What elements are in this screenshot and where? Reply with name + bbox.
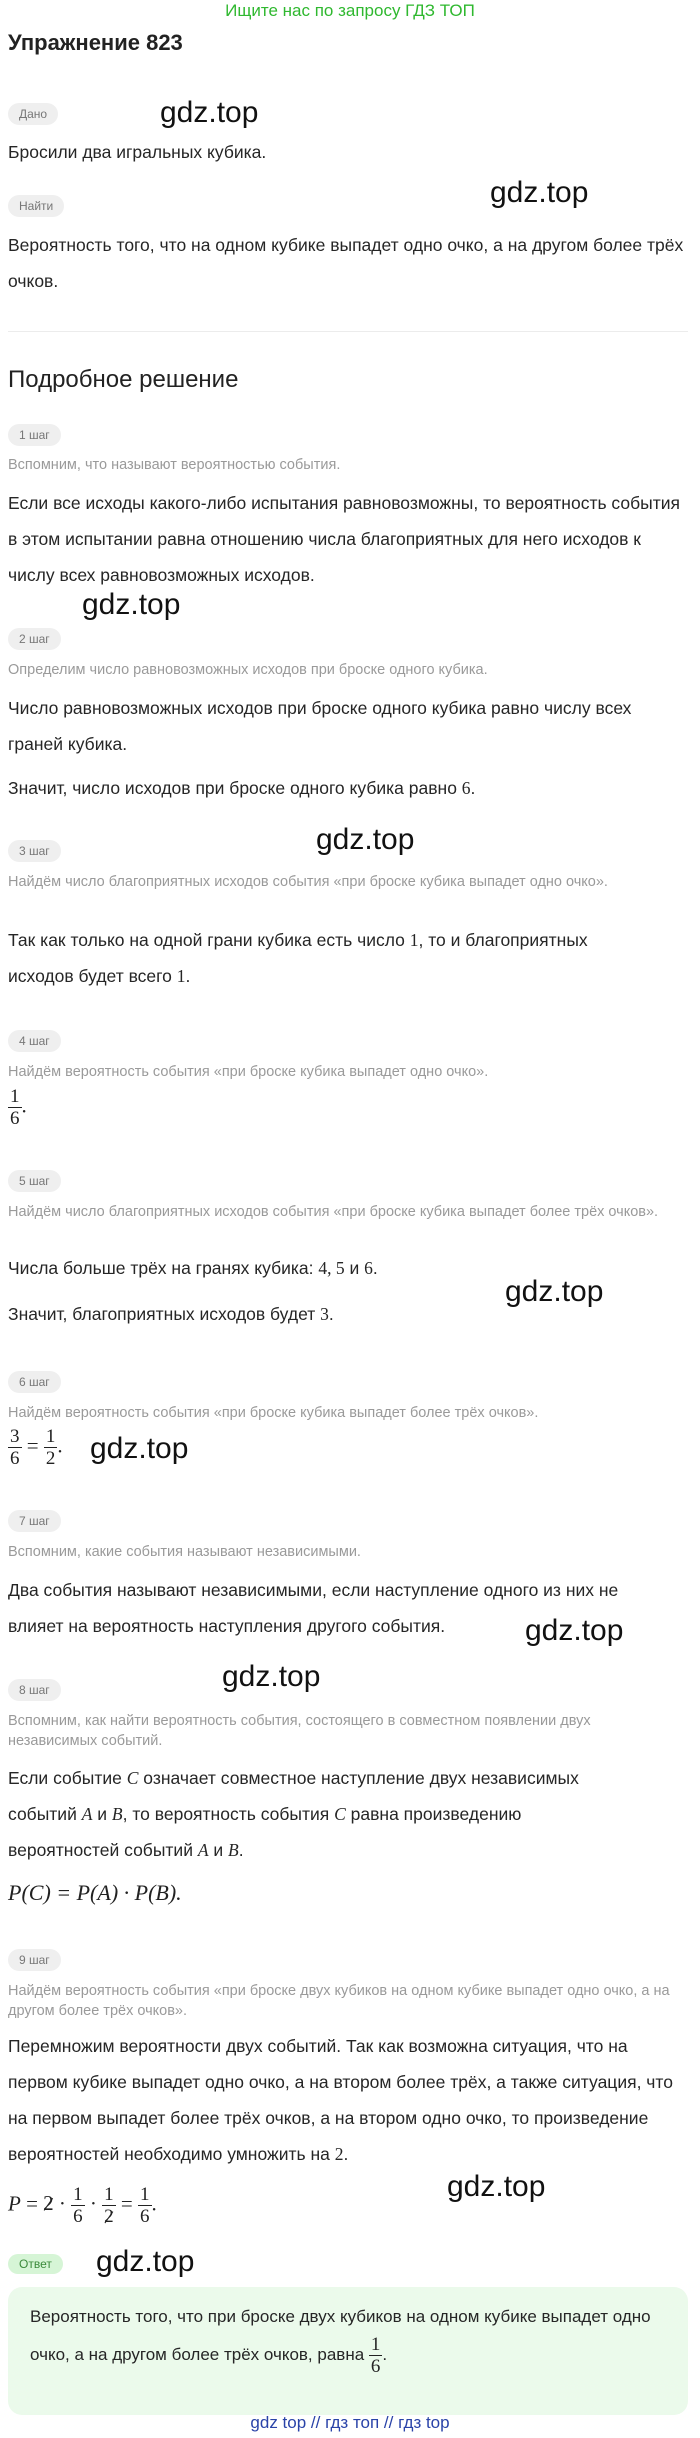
exercise-title: Упражнение 823 bbox=[8, 30, 183, 55]
step-chip: 7 шаг bbox=[8, 1510, 61, 1532]
step-text: Числа больше трёх на гранях кубика: 4, 5 и 6. bbox=[8, 1258, 378, 1278]
fraction: $\frac{1}{6}$ bbox=[10, 1086, 20, 1129]
step-hint: Найдём вероятность события «при броске кубика выпадет одно очко». bbox=[8, 1064, 489, 1080]
find-text: Вероятность того, что на одном кубике выпадет одно очко, а на другом более трёх очков. bbox=[8, 235, 684, 291]
step-chip: 3 шаг bbox=[8, 840, 61, 862]
step-formula: $\frac{3}{6}$ = $\frac{1}{2}$ . bbox=[10, 1426, 63, 1469]
step-hint: Определим число равновозможных исходов при броске одного кубика. bbox=[8, 662, 488, 678]
watermark: gdz.top bbox=[222, 1660, 321, 1693]
step-chip: 2 шаг bbox=[8, 628, 61, 650]
step-text: Так как только на одной грани кубика есть число 1, то и благоприятных исходов будет всего 1. bbox=[8, 930, 588, 986]
step-text: Два события называют независимыми, если наступление одного из них не влияет на вероятность наступления другого события. bbox=[8, 1580, 619, 1636]
step-hint: Вспомним, как найти вероятность события, состоящего в совместном появлении двух независимых событий. bbox=[8, 1713, 591, 1749]
watermark: gdz.top bbox=[505, 1275, 604, 1308]
step-text: Если событие C означает совместное наступление двух независимых событий A и B, то вероятность события C равна произведению вероятностей событий A и B. bbox=[8, 1768, 579, 1860]
watermark: gdz.top bbox=[525, 1614, 624, 1647]
fraction: $\frac{1}{2}$ bbox=[45, 1426, 56, 1469]
product-formula: P(C) = P(A) · P(B). bbox=[8, 1880, 182, 1905]
watermark: gdz.top bbox=[90, 1432, 189, 1465]
step-chip: 6 шаг bbox=[8, 1371, 61, 1393]
fraction: $\frac{1}{2}$ bbox=[104, 2184, 114, 2227]
step-hint: Вспомним, какие события называют независимыми. bbox=[8, 1544, 361, 1560]
step-formula: $\frac{1}{6}$ . bbox=[10, 1086, 27, 1129]
step-chip: 8 шаг bbox=[8, 1679, 61, 1701]
watermark: gdz.top bbox=[447, 2170, 546, 2203]
top-banner[interactable]: Ищите нас по запросу ГДЗ ТОП bbox=[225, 1, 475, 20]
solution-title: Подробное решение bbox=[8, 366, 239, 393]
step-hint: Вспомним, что называют вероятностью события. bbox=[8, 457, 341, 473]
step-text: Значит, благоприятных исходов будет 3. bbox=[8, 1304, 334, 1324]
step-text: Если все исходы какого-либо испытания равновозможны, то вероятность события в этом испытании равна отношению числа благоприятных для него исходов к числу всех равновозможных исходов. bbox=[8, 493, 680, 585]
find-chip: Найти bbox=[8, 195, 64, 217]
step-chip: 9 шаг bbox=[8, 1949, 61, 1971]
watermark: gdz.top bbox=[96, 2245, 195, 2278]
fraction: $\frac{1}{6}$ bbox=[140, 2184, 150, 2227]
step-chip: 5 шаг bbox=[8, 1170, 61, 1192]
fraction: $\frac{3}{6}$ bbox=[10, 1426, 20, 1469]
given-chip: Дано bbox=[8, 103, 58, 125]
fraction: $\frac{1}{6}$ bbox=[73, 2184, 83, 2227]
answer-box bbox=[8, 2287, 688, 2415]
step-hint: Найдём число благоприятных исходов события «при броске кубика выпадет одно очко». bbox=[8, 874, 608, 890]
step-hint: Найдём число благоприятных исходов события «при броске кубика выпадет более трёх очков». bbox=[8, 1204, 659, 1220]
final-formula: P = 2 · $\frac{1}{6}$ · $\frac{1}{2}$ = $\frac{1}{6}$ . bbox=[8, 2184, 157, 2227]
watermark: gdz.top bbox=[160, 96, 259, 129]
answer-chip: Ответ bbox=[8, 2254, 63, 2274]
watermark: gdz.top bbox=[316, 823, 415, 856]
step-text: Значит, число исходов при броске одного кубика равно 6. bbox=[8, 778, 476, 798]
given-text: Бросили два игральных кубика. bbox=[8, 142, 267, 162]
fraction: $\frac{1}{6}$ bbox=[370, 2334, 381, 2377]
watermark: gdz.top bbox=[490, 176, 589, 209]
divider bbox=[8, 331, 688, 332]
watermark: gdz.top bbox=[82, 588, 181, 621]
step-hint: Найдём вероятность события «при броске двух кубиков на одном кубике выпадет одно очко, а на другом более трёх очков». bbox=[8, 1983, 670, 2019]
answer-text: Вероятность того, что при броске двух кубиков на одном кубике выпадет одно очко, а на другом более трёх очков, равна $\frac{1}{6}$ . bbox=[30, 2307, 651, 2377]
step-hint: Найдём вероятность события «при броске кубика выпадет более трёх очков». bbox=[8, 1405, 539, 1421]
footer-links[interactable]: gdz top // гдз топ // гдз top bbox=[250, 2413, 450, 2432]
step-chip: 1 шаг bbox=[8, 424, 61, 446]
step-text: Число равновозможных исходов при броске одного кубика равно числу всех граней кубика. bbox=[8, 698, 632, 754]
step-text: Перемножим вероятности двух событий. Так как возможна ситуация, что на первом кубике выпадет одно очко, а на втором более трёх, а также ситуация, что на первом выпадет более трёх очков, а на втором одно очко, то произведение вероятностей необходимо умножить на 2. bbox=[8, 2036, 673, 2164]
step-chip: 4 шаг bbox=[8, 1030, 61, 1052]
cancelled-two: 2 bbox=[43, 2191, 54, 2216]
